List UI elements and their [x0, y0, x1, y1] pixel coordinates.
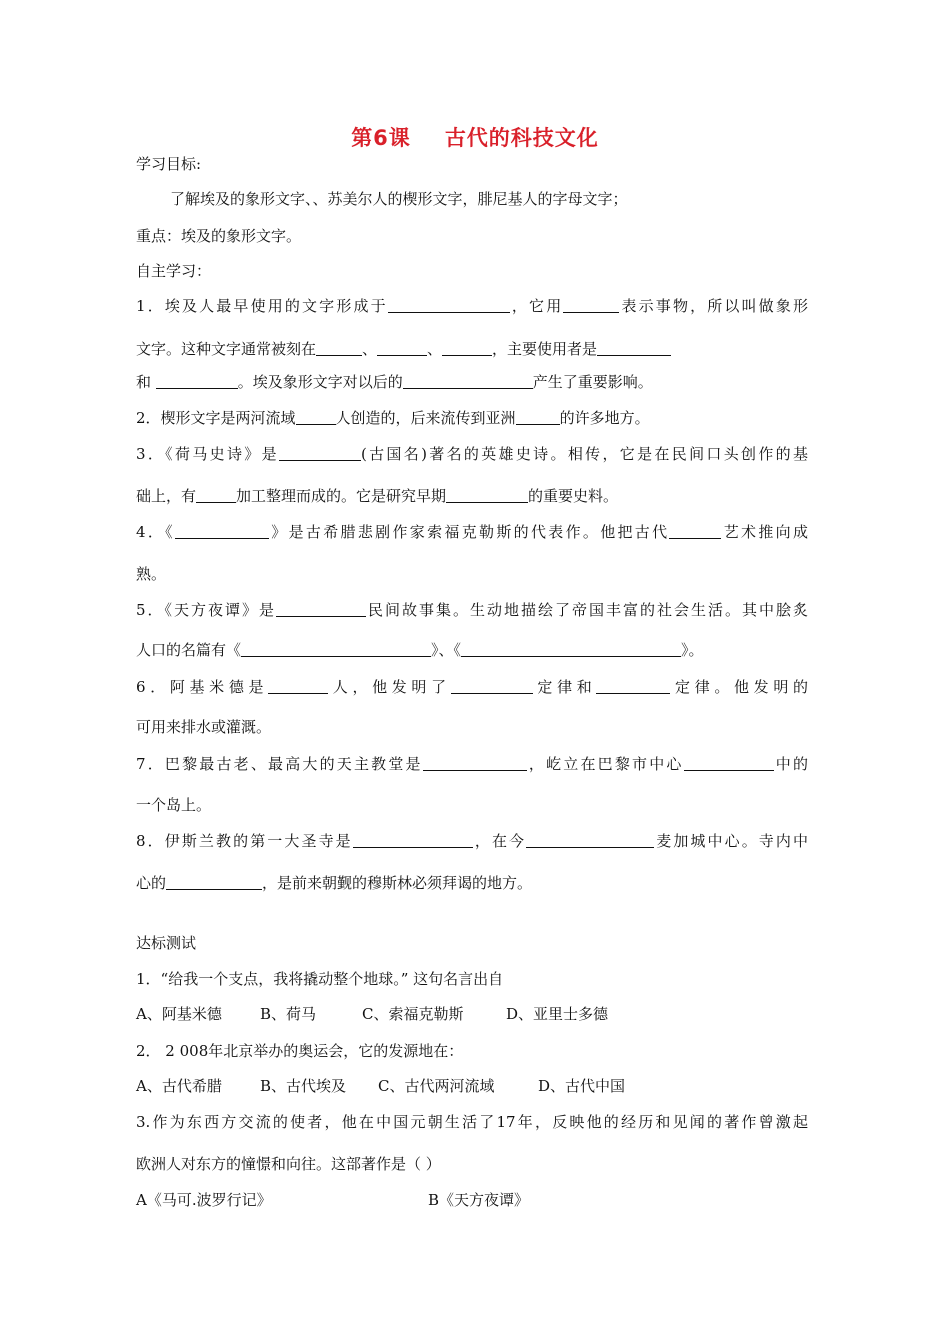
blank[interactable] [268, 678, 328, 694]
t2-option-b[interactable]: B、古代埃及 [260, 1077, 347, 1095]
t1-option-d[interactable]: D、亚里士多德 [506, 1005, 609, 1023]
test-label: 达标测试 [136, 934, 197, 952]
blank[interactable] [353, 832, 473, 848]
t1-option-b[interactable]: B、荷马 [260, 1005, 317, 1023]
blank[interactable] [461, 641, 681, 657]
q8-line2: 心的 ，是前来朝觐的穆斯林必须拜谒的地方。 [136, 874, 533, 892]
q8-line1: 8．伊斯兰教的第一大圣寺是 ，在今 麦加城中心。寺内中 [136, 832, 808, 850]
q5-line2: 人口的名篇有《 》、《 》。 [136, 641, 704, 659]
blank[interactable] [166, 874, 262, 890]
q5-line1: 5．《天方夜谭》是 民间故事集。生动地描绘了帝国丰富的社会生活。其中脍炙 [136, 601, 808, 619]
q1-line3: 和 。埃及象形文字对以后的 产生了重要影响。 [136, 373, 653, 391]
blank[interactable] [442, 340, 492, 356]
blank[interactable] [684, 755, 774, 771]
lesson-number: 第6课 [351, 126, 411, 150]
t2-option-a[interactable]: A、古代希腊 [136, 1077, 222, 1095]
q2-line1: 2．楔形文字是两河流域 人创造的，后来流传到亚洲 的许多地方。 [136, 409, 650, 427]
goal-label: 学习目标: [136, 155, 202, 173]
q3-line1: 3．《荷马史诗》是 (古国名)著名的英雄史诗。相传，它是在民间口头创作的基 [136, 445, 808, 463]
lesson-name: 古代的科技文化 [444, 126, 599, 150]
t2-question: 2． 2 008年北京举办的奥运会，它的发源地在： [136, 1042, 464, 1060]
blank[interactable] [276, 601, 366, 617]
blank[interactable] [596, 678, 670, 694]
page-title [0, 122, 950, 154]
q1-line1: 1．埃及人最早使用的文字形成于 ，它用 表示事物，所以叫做象形 [136, 297, 808, 315]
goal-text: 了解埃及的象形文字、、苏美尔人的楔形文字，腓尼基人的字母文字； [170, 190, 628, 208]
blank[interactable] [377, 340, 427, 356]
t2-options [136, 1075, 808, 1097]
q7-line2: 一个岛上。 [136, 796, 212, 814]
self-study-label: 自主学习： [136, 262, 212, 280]
blank[interactable] [388, 297, 510, 313]
q4-line1: 4．《 》是古希腊悲剧作家索福克勒斯的代表作。他把古代 艺术推向成 [136, 523, 808, 541]
t1-question: 1．“给我一个支点，我将撬动整个地球。” 这句名言出自 [136, 970, 504, 988]
blank[interactable] [316, 340, 362, 356]
blank[interactable] [669, 523, 721, 539]
t1-options [136, 1003, 808, 1025]
blank[interactable] [563, 297, 619, 313]
t2-option-d[interactable]: D、古代中国 [538, 1077, 626, 1095]
blank[interactable] [446, 487, 528, 503]
t3-line1: 3.作为东西方交流的使者，他在中国元朝生活了17年，反映他的经历和见闻的著作曾激起 [136, 1113, 808, 1131]
t3-option-a[interactable]: A《马可.波罗行记》 [136, 1191, 272, 1209]
t3-option-b[interactable]: B《天方夜谭》 [428, 1191, 530, 1209]
blank[interactable] [175, 523, 269, 539]
blank[interactable] [196, 487, 236, 503]
t1-option-a[interactable]: A、阿基米德 [136, 1005, 222, 1023]
blank[interactable] [403, 373, 533, 389]
blank[interactable] [597, 340, 671, 356]
q3-line2: 础上，有 加工整理而成的。它是研究早期 的重要史料。 [136, 487, 619, 505]
q1-line2: 文字。这种文字通常被刻在 、 、 ，主要使用者是 [136, 338, 808, 360]
blank[interactable] [241, 641, 431, 657]
t3-line2: 欧洲人对东方的憧憬和向往。这部著作是（ ） [136, 1155, 441, 1173]
q6-line1: 6．阿基米德是 人，他发明了 定律和 定律。他发明的 [136, 678, 808, 696]
blank[interactable] [451, 678, 533, 694]
blank[interactable] [296, 409, 336, 425]
q6-line2: 可用来排水或灌溉。 [136, 718, 272, 736]
blank[interactable] [156, 373, 238, 389]
t2-option-c[interactable]: C、古代两河流域 [378, 1077, 495, 1095]
focus-text: 重点：埃及的象形文字。 [136, 227, 302, 245]
t1-option-c[interactable]: C、索福克勒斯 [362, 1005, 464, 1023]
t3-options [136, 1189, 808, 1211]
q4-line2: 熟。 [136, 565, 167, 583]
q7-line1: 7．巴黎最古老、最高大的天主教堂是 ，屹立在巴黎市中心 中的 [136, 755, 808, 773]
blank[interactable] [526, 832, 654, 848]
blank[interactable] [516, 409, 560, 425]
blank[interactable] [423, 755, 527, 771]
blank[interactable] [279, 445, 361, 461]
